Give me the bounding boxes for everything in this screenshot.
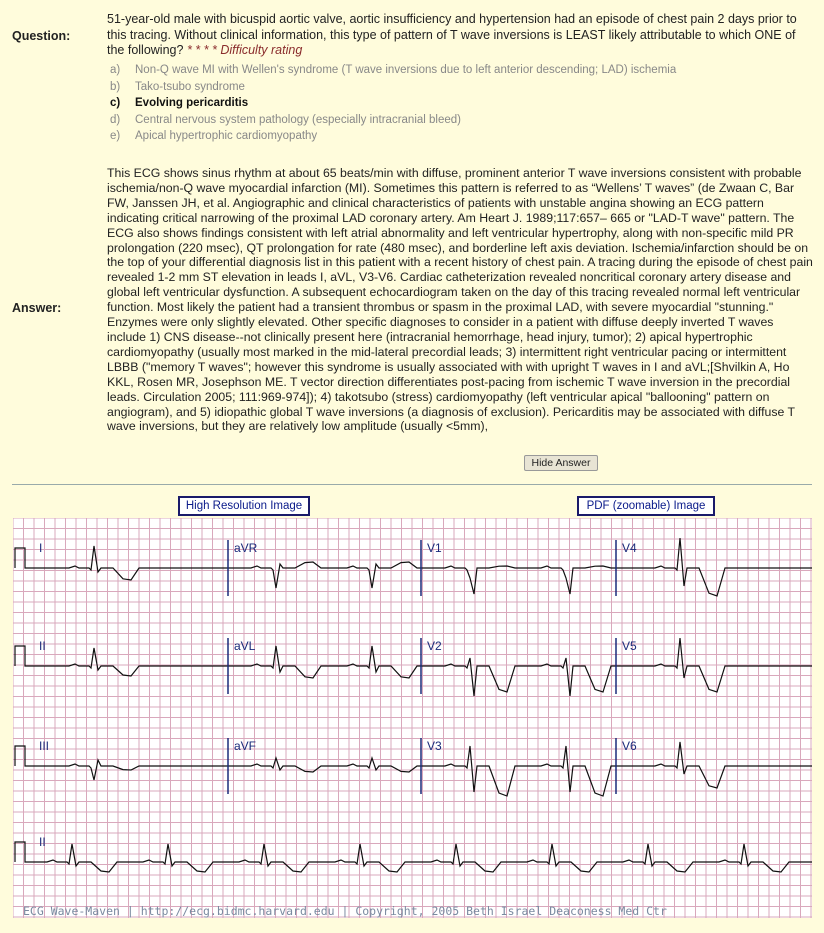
option-letter: c) [110, 97, 121, 109]
lead-label-avl: aVL [234, 639, 256, 653]
ecg-trace-ii [29, 844, 812, 872]
ecg-svg [13, 518, 812, 918]
answer-options [110, 64, 710, 147]
option-letter: e) [110, 130, 121, 142]
lead-label-v6: V6 [622, 739, 637, 753]
lead-label-v4: V4 [622, 541, 637, 555]
ecg-trace-v4 [616, 538, 812, 596]
lead-label-v2: V2 [427, 639, 442, 653]
ecg-footer: ECG Wave-Maven | http://ecg.bidmc.harvard.edu | Copyright, 2005 Beth Israel Deaconess Med Ctr [23, 904, 667, 918]
option-e[interactable] [110, 130, 710, 144]
difficulty-stars: * * * * [186, 43, 217, 57]
hide-answer-button[interactable]: Hide Answer [524, 455, 598, 471]
lead-label-v1: V1 [427, 541, 442, 555]
lead-label-v3: V3 [427, 739, 442, 753]
difficulty-label: Difficulty rating [220, 43, 303, 57]
lead-label-i: I [39, 541, 43, 555]
ecg-trace-v2 [421, 658, 616, 696]
calibration-pulse [15, 842, 29, 862]
option-letter: d) [110, 113, 121, 126]
option-text: Non-Q wave MI with Wellen's syndrome (T wave inversions due to left anterior descending; LAD) ischemia [135, 64, 677, 76]
ecg-trace-avr [228, 562, 421, 588]
answer-text: This ECG shows sinus rhythm at about 65 beats/min with diffuse, prominent anterior T wave inversions consistent with probable ischemia/non-Q wave myocardial infarction (MI). Sometimes this pattern is referred to as “Wellens’ T waves” (de Zwaan C, Bar FW, Janssen JH, et al. Angiographic and clinical characteristics of patients with unstable angina showing an ECG pattern indicating critical narrowing of the proximal LAD coronary artery. Am Heart J. 1989;117:657– 665 or "LAD-T wave" pattern. The ECG also shows findings consistent with left atrial abnormality and left ventricular hypertrophy, along with non-specific mild PR prolongation (220 msec), QT prolongation for rate (480 msec), and borderline left axis deviation. Ischemia/infarction should be on the top of your differential diagnosis list in this patient with a recent history of chest pain. A tracing during the episode of chest pain revealed 1-2 mm ST elevation in leads I, aVL, V3-V6. Cardiac catheterization revealed noncritical coronary artery disease and global left ventricular dysfunction. A subsequent echocardiogram taken on the day of this tracing revealed normal left ventricular function. Most likely the patient had a transient thrombus or spasm in the proximal LAD, with severe myocardial "stunning." Enzymes were only slightly elevated. Other specific diagnoses to consider in a patient with diffuse deeply inverted T waves include 1) CNS disease--not clinically present here (intracranial hemorrhage, head injury, tumor); 2) apical hypertrophic cardiomyopathy (usually most marked in the mid-lateral precordial leads; 3) intermittent right ventricular pacing or intermittent LBBB ("memory T waves"; however this syndrome is usually associated with with upright T waves in I and aVL;[Shvilkin A, Ho KKL, Rosen MR, Josephson ME. T vector direction differentiates post-pacing from ischemic T wave inversion in the precordial leads. Circulation 2005; 111:969-974]); 4) takotsubo (stress) cardiomyopathy (left ventricular apical "ballooning" pattern on angiogram), and 5) idiopathic global T wave inversions (a diagnosis of exclusion). Pericarditis may be associated with diffuse T wave inversions, but they are relatively low amplitude (usually <5mm), [107, 166, 813, 434]
high-resolution-image-button[interactable]: High Resolution Image [178, 496, 310, 516]
ecg-trace-avl [228, 646, 421, 678]
option-text: Tako-tsubo syndrome [135, 80, 245, 93]
option-letter: a) [110, 64, 121, 76]
ecg-tracing[interactable] [13, 518, 812, 918]
calibration-pulse [15, 548, 29, 568]
option-b[interactable] [110, 81, 710, 95]
pdf-image-button[interactable]: PDF (zoomable) Image [577, 496, 715, 516]
option-a[interactable] [110, 64, 710, 78]
question-label: Question: [12, 29, 71, 43]
option-c[interactable] [110, 97, 710, 111]
option-text: Apical hypertrophic cardiomyopathy [135, 130, 318, 142]
ecg-traces [15, 538, 812, 872]
calibration-pulse [15, 646, 29, 666]
option-letter: b) [110, 80, 121, 93]
answer-label: Answer: [12, 301, 62, 315]
lead-label-ii-rhythm: II [39, 835, 46, 849]
divider [12, 484, 812, 485]
question-text [107, 12, 812, 59]
lead-label-avr: aVR [234, 541, 258, 555]
option-text: Central nervous system pathology (especially intracranial bleed) [135, 113, 461, 126]
question-body: 51-year-old male with bicuspid aortic valve, aortic insufficiency and hypertension had an episode of chest pain 2 days prior to this tracing. Without clinical information, this type of pattern of T wave inversions is LEAST likely attributable to which ONE of the following? [107, 12, 797, 57]
lead-label-avf: aVF [234, 739, 257, 753]
option-d[interactable] [110, 114, 710, 128]
option-text: Evolving pericarditis [135, 97, 249, 109]
lead-label-ii: II [39, 639, 46, 653]
lead-label-iii: III [39, 739, 50, 753]
lead-label-v5: V5 [622, 639, 637, 653]
ecg-trace-v3 [421, 746, 616, 796]
